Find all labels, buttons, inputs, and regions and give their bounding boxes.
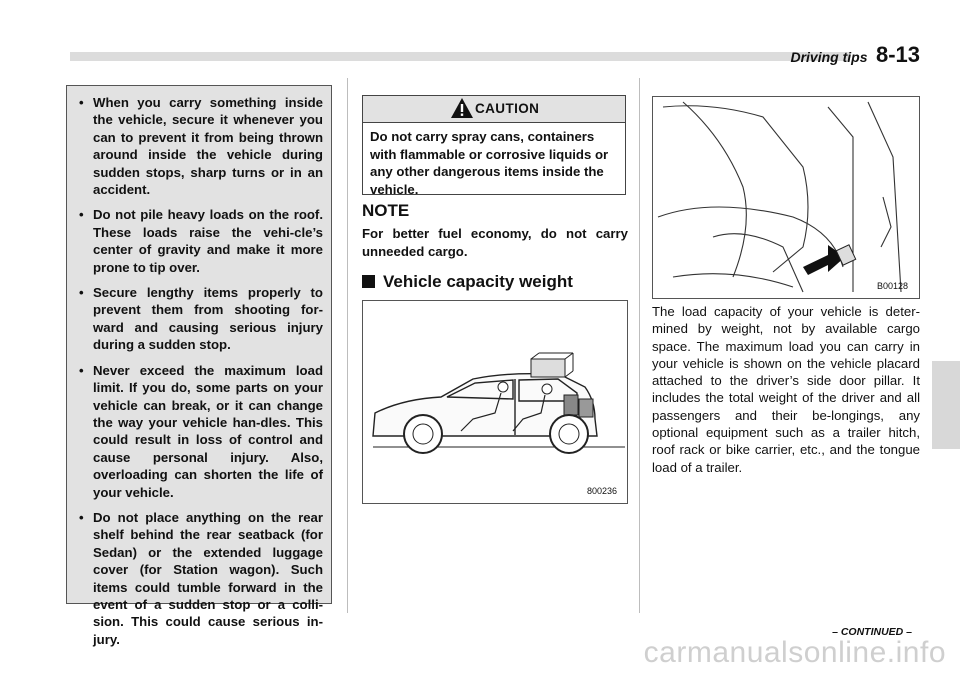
note-text: For better fuel economy, do not carry unneeded cargo. (362, 226, 628, 259)
section-heading-text: Vehicle capacity weight (383, 272, 573, 291)
figure-code: 800236 (587, 486, 618, 496)
caution-text: Do not carry spray cans, containers with flammable or corrosive liquids or any other dangerous items inside the vehicle. (370, 129, 609, 197)
warning-list (67, 86, 331, 648)
warning-box (66, 85, 332, 647)
warning-triangle-icon (450, 97, 474, 119)
chapter-tab (932, 361, 960, 449)
square-bullet-icon (362, 275, 375, 288)
car-cargo-illustration (363, 301, 627, 503)
caution-title: CAUTION (475, 101, 540, 116)
warning-item: • Do not pile heavy loads on the roof. These loads raise the vehi-cle’s center of gravity and make it more prone to tip over. (75, 206, 323, 276)
figure-code: B00128 (877, 281, 909, 291)
watermark: carmanualsonline.info (643, 636, 946, 669)
caution-box (362, 95, 626, 195)
note-title: NOTE (362, 201, 410, 220)
continued-label: – CONTINUED – (832, 626, 912, 638)
warning-item: • Secure lengthy items properly to prevent them from shooting for-ward and causing serious injury during a sudden stop. (75, 284, 323, 354)
column-divider-2 (639, 78, 640, 613)
warning-item: • Never exceed the maximum load limit. If you do, some parts on your vehicle can break, or it can change the way your vehicle han-dles. This could result in loss of control and cause personal injury. Also, overloading can shorten the life of your vehicle. (75, 362, 323, 501)
header-bar (70, 52, 850, 61)
page-header (790, 42, 920, 68)
section-title: Driving tips (790, 49, 868, 65)
vehicle-load-figure (362, 300, 628, 504)
warning-item: • When you carry something inside the vehicle, secure it whenever you can to prevent it from being thrown around inside the vehicle during sudden stops, sharp turns or in an accident. (75, 94, 323, 198)
capacity-body-text: The load capacity of your vehicle is deter-mined by weight, not by available cargo space. The maximum load you can carry in your vehicle is shown on the vehicle placard attached to the driver’s side door pillar. It includes the total weight of the driver and all passengers and their be-longings, any optional equipment such as a trailer hitch, roof rack or bike carrier, etc., and the tongue load of a trailer. (652, 304, 920, 475)
column-divider-1 (347, 78, 348, 613)
warning-item: • Do not place anything on the rear shelf behind the rear seatback (for Sedan) or the extended luggage cover (for Station wagon). Such items could tumble forward in the event of a sudden stop or a colli-sion. This could cause serious in-jury. (75, 509, 323, 648)
caution-header (363, 96, 625, 123)
door-pillar-figure (652, 96, 920, 299)
seat-pillar-illustration (653, 97, 919, 298)
section-heading (362, 272, 573, 292)
page-number: 8-13 (875, 42, 920, 67)
